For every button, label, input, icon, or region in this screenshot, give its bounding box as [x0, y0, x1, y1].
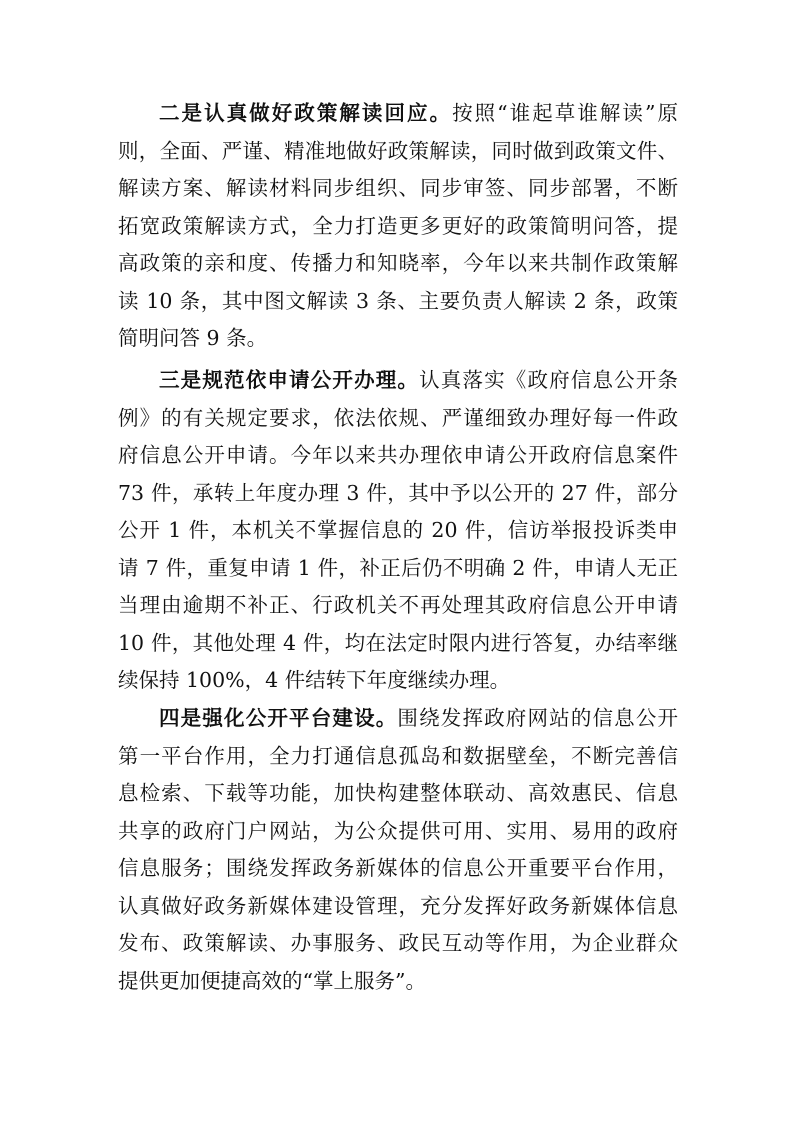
paragraph-line: 第一平台作用，全力打通信息孤岛和数据壁垒，不断完善信: [118, 743, 678, 768]
paragraph-text: 围绕发挥政府网站的信息公开: [397, 706, 679, 730]
paragraph-line: [118, 95, 678, 133]
paragraph-line: 简明问答 9 条。: [118, 326, 268, 350]
paragraph-lead: 四是强化公开平台建设。: [159, 706, 398, 730]
paragraph-line: 当理由逾期不补正、行政机关不再处理其政府信息公开申请: [118, 593, 678, 617]
paragraph-line: 则，全面、严谨、精准地做好政策解读，同时做到政策文件、: [118, 138, 678, 163]
paragraph-line: 请 7 件，重复申请 1 件，补正后仍不明确 2 件，申请人无正: [118, 555, 678, 580]
paragraph-line: 信息服务；围绕发挥政务新媒体的信息公开重要平台作用，: [118, 856, 678, 880]
paragraph-line: 认真做好政务新媒体建设管理，充分发挥好政务新媒体信息: [118, 893, 678, 918]
paragraph-text: 按照“谁起草谁解读”原: [452, 101, 679, 125]
paragraph-lead: 三是规范依申请公开办理。: [159, 368, 420, 392]
paragraph-text: 认真落实《政府信息公开条: [419, 368, 679, 392]
paragraph-line: 发布、政策解读、办事服务、政民互动等作用，为企业群众: [118, 931, 678, 955]
paragraph-line: 高政策的亲和度、传播力和知晓率，今年以来共制作政策解: [118, 251, 678, 275]
paragraph-line: 73 件，承转上年度办理 3 件，其中予以公开的 27 件，部分: [118, 480, 678, 505]
paragraph-line: 提供更加便捷高效的“掌上服务”。: [118, 968, 426, 993]
paragraph-request-disclosure: [118, 362, 678, 700]
paragraph-lead: 二是认真做好政策解读回应。: [159, 101, 453, 125]
paragraph-line: 息检索、下载等功能，加快构建整体联动、高效惠民、信息: [118, 781, 678, 805]
paragraph-platform-building: [118, 700, 678, 1000]
paragraph-line: [118, 362, 678, 400]
paragraph-line: 公开 1 件，本机关不掌握信息的 20 件，信访举报投诉类申: [118, 518, 678, 542]
paragraph-line: [118, 700, 678, 738]
paragraph-line: 读 10 条，其中图文解读 3 条、主要负责人解读 2 条，政策: [118, 288, 678, 313]
paragraph-policy-interpretation: [118, 95, 678, 358]
paragraph-line: 续保持 100%，4 件结转下年度继续办理。: [118, 668, 511, 692]
paragraph-line: 共享的政府门户网站，为公众提供可用、实用、易用的政府: [118, 818, 678, 843]
paragraph-line: 府信息公开申请。今年以来共办理依申请公开政府信息案件: [118, 443, 678, 467]
paragraph-line: 拓宽政策解读方式，全力打造更多更好的政策简明问答，提: [118, 213, 678, 238]
paragraph-line: 10 件，其他处理 4 件，均在法定时限内进行答复，办结率继: [118, 630, 678, 655]
paragraph-line: 例》的有关规定要求，依法依规、严谨细致办理好每一件政: [118, 405, 678, 430]
paragraph-line: 解读方案、解读材料同步组织、同步审签、同步部署，不断: [118, 176, 678, 200]
